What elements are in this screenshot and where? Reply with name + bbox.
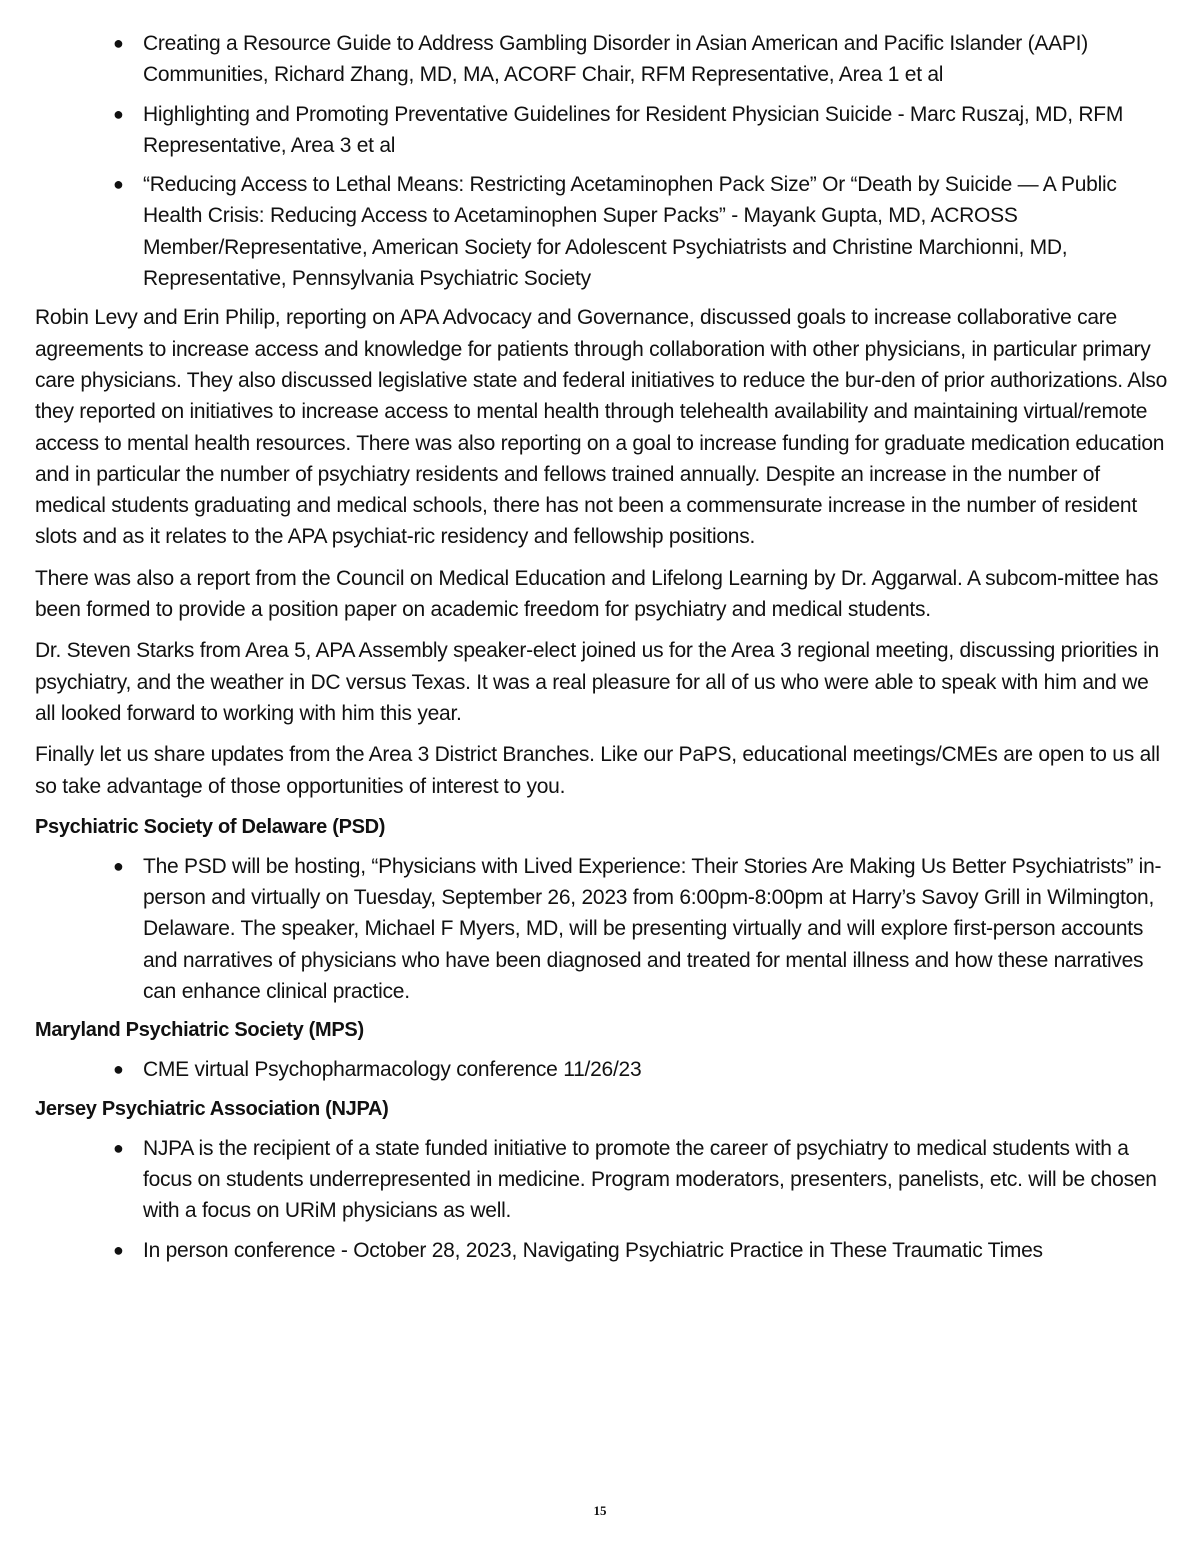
list-item (35, 1133, 1170, 1227)
intro-bullet-list (35, 28, 1170, 294)
list-item-text: CME virtual Psychopharmacology conference 11/26/23 (143, 1058, 642, 1082)
list-item (35, 851, 1170, 1007)
psd-bullet-list (35, 851, 1170, 1007)
list-item-text: NJPA is the recipient of a state funded initiative to promote the career of psychiatry to medical students with a focus on students underrepresented in medicine. Program moderators, presenters, panelists, etc. will be chosen with a focus on URiM physicians as well. (143, 1136, 1157, 1223)
bullet-icon: ● (113, 1239, 124, 1260)
bullet-icon: ● (113, 33, 124, 53)
mps-bullet-list (35, 1054, 1170, 1085)
list-item-text: “Reducing Access to Lethal Means: Restricting Acetaminophen Pack Size” Or “Death by Suicide — A Public Health Crisis: Reducing Access to Acetaminophen Super Packs” - Mayank Gupta, MD, ACROSS Member/Representative, American Society for Adolescent Psychiatrists and Christine Marchionni, MD, Representative, Pennsylvania Psychiatric Society (143, 173, 1117, 291)
page-number: 15 (593, 1503, 607, 1518)
list-item (35, 99, 1170, 162)
paragraph-speaker-elect: Dr. Steven Starks from Area 5, APA Assembly speaker-elect joined us for the Area 3 regional meeting, discussing priorities in psychiatry, and the weather in DC versus Texas. It was a real pleasure for all of us who were able to speak with him and we all looked forward to working with him this year. (35, 639, 1159, 725)
bullet-icon: ● (113, 1137, 124, 1158)
section-heading-njpa: Jersey Psychiatric Association (NJPA) (35, 1097, 389, 1120)
bullet-icon: ● (113, 103, 124, 124)
list-item (35, 169, 1170, 294)
list-item-text: Creating a Resource Guide to Address Gambling Disorder in Asian American and Pacific Islander (AAPI) Communities, Richard Zhang, MD, MA, ACORF Chair, RFM Representative, Area 1 et al (143, 32, 1088, 87)
list-item (35, 1235, 1170, 1266)
paragraph-council-report: There was also a report from the Council on Medical Education and Lifelong Learning by Dr. Aggarwal. A subcom-mittee has been formed to provide a position paper on academic freedom for psychiatry and medical students. (35, 566, 1159, 622)
list-item (35, 28, 1170, 91)
list-item-text: The PSD will be hosting, “Physicians with Lived Experience: Their Stories Are Making Us Better Psychiatrists” in-person and virtually on Tuesday, September 26, 2023 from 6:00pm-8:00pm at Harry’s Savoy Grill in Wilmington, Delaware. The speaker, Michael F Myers, MD, will be presenting virtually and will explore first-person accounts and narratives of physicians who have been diagnosed and treated for mental illness and how these narratives can enhance clinical practice. (143, 854, 1162, 1004)
bullet-icon: ● (113, 174, 124, 195)
bullet-icon: ● (113, 855, 124, 876)
njpa-bullet-list (35, 1133, 1170, 1266)
section-heading-psd: Psychiatric Society of Delaware (PSD) (35, 815, 386, 838)
section-heading-mps: Maryland Psychiatric Society (MPS) (35, 1019, 364, 1042)
paragraph-district-updates: Finally let us share updates from the Area 3 District Branches. Like our PaPS, educational meetings/CMEs are open to us all so take advantage of those opportunities of interest to you. (35, 743, 1160, 798)
list-item-text: In person conference - October 28, 2023, Navigating Psychiatric Practice in These Traumatic Times (143, 1238, 1043, 1262)
paragraph-advocacy: Robin Levy and Erin Philip, reporting on APA Advocacy and Governance, discussed goals to increase collaborative care agreements to increase access and knowledge for patients through collaboration with other physicians, in particular primary care physicians. They also discussed legislative state and federal initiatives to reduce the bur-den of prior authorizations. Also they reported on initiatives to increase access to mental health through telehealth availability and maintaining virtual/remote access to mental health resources. There was also reporting on a goal to increase funding for graduate medication education and in particular the number of psychiatry residents and fellows trained annually. Despite an increase in the number of medical students graduating and medical schools, there has not been a commensurate increase in the number of resident slots and as it relates to the APA psychiat-ric residency and fellowship positions. (35, 306, 1168, 549)
document-page (35, 28, 1170, 1274)
list-item-text: Highlighting and Promoting Preventative Guidelines for Resident Physician Suicide - Marc Ruszaj, MD, RFM Representative, Area 3 et al (143, 102, 1124, 157)
bullet-icon: ● (113, 1059, 124, 1080)
list-item (35, 1054, 1170, 1085)
